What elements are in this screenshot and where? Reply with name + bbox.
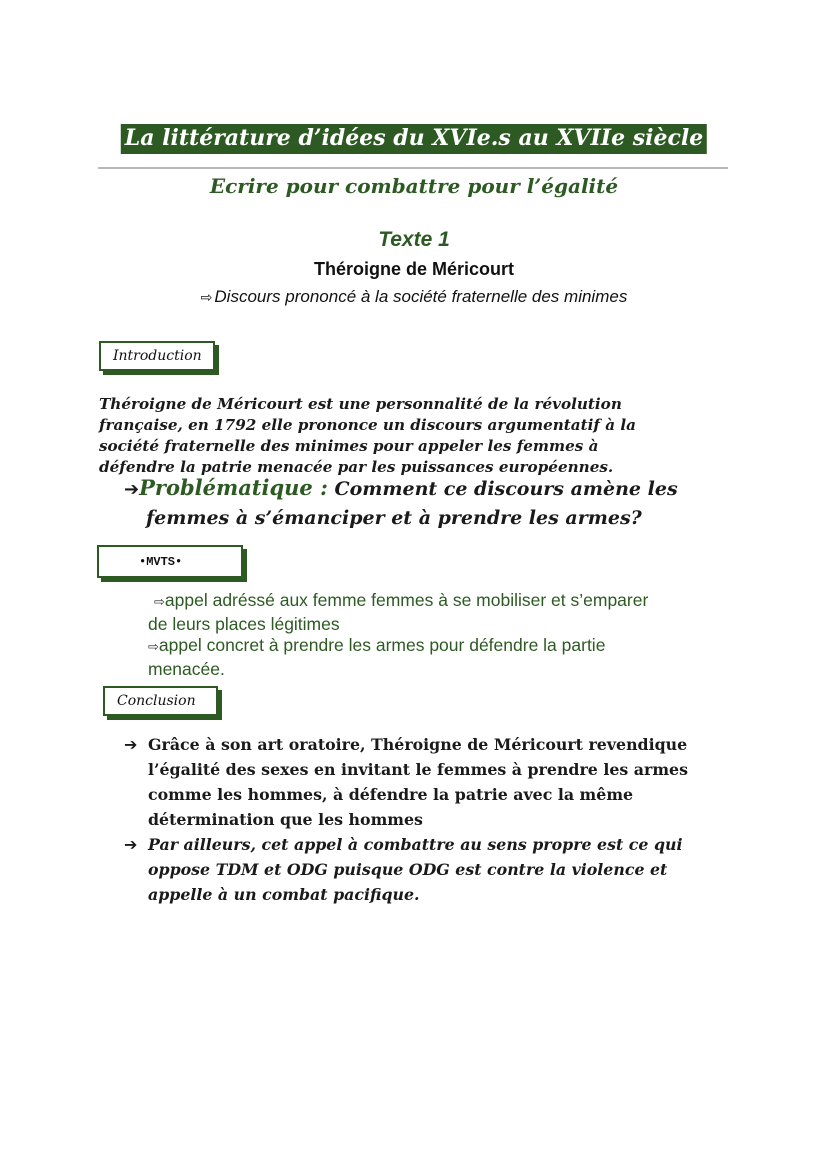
intro-line: défendre la patrie menacée par les puissances européennes. — [99, 458, 614, 476]
arrow-bullet-icon: ➔ — [124, 735, 138, 754]
conclusion-line: Grâce à son art oratoire, Théroigne de Méricourt revendique — [148, 735, 688, 754]
author-name: Théroigne de Méricourt — [313, 259, 515, 279]
introduction-paragraph — [99, 394, 739, 478]
conclusion-line: comme les hommes, à défendre la patrie avec la même — [148, 785, 634, 804]
movement-text: appel concret à prendre les armes pour défendre la partie — [158, 635, 606, 655]
problematique — [124, 474, 764, 532]
conclusion-label: Conclusion — [117, 693, 196, 709]
intro-line: française, en 1792 elle prononce un discours argumentatif à la — [99, 416, 636, 434]
introduction-label: Introduction — [113, 348, 202, 364]
title-divider — [98, 167, 728, 169]
mvts-label-box — [97, 545, 243, 578]
movement-text: appel adréssé aux femme femmes à se mobiliser et s’emparer — [164, 590, 649, 610]
problematique-label: Problématique : — [139, 475, 328, 500]
mvts-label: •MVTS• — [139, 554, 183, 569]
conclusion-line: oppose TDM et ODG puisque ODG est contre la violence et — [148, 860, 668, 879]
movement-text-continued: de leurs places légitimes — [148, 614, 340, 634]
problematique-question: Comment ce discours amène les — [327, 478, 678, 500]
conclusion-line: l’égalité des sexes en invitant le femmes à prendre les armes — [148, 760, 688, 779]
movement-text-continued: menacée. — [148, 659, 225, 679]
conclusion-item — [124, 732, 744, 832]
text-number-heading: Texte 1 — [378, 228, 450, 251]
arrow-right-icon: ➔ — [124, 479, 140, 500]
arrow-right-icon: ⇨ — [154, 594, 165, 609]
arrow-right-icon: ⇨ — [200, 289, 213, 305]
document-title: La littérature d’idées du XVIe.s au XVIIe siècle — [121, 124, 707, 154]
document-subtitle: Ecrire pour combattre pour l’égalité — [209, 174, 619, 198]
conclusion-line: détermination que les hommes — [148, 810, 423, 829]
problematique-question-continued: femmes à s’émanciper et à prendre les armes? — [146, 507, 642, 529]
intro-line: société fraternelle des minimes pour appeler les femmes à — [99, 437, 599, 455]
conclusion-line: Par ailleurs, cet appel à combattre au sens propre est ce qui — [148, 835, 683, 854]
movement-item — [148, 634, 748, 680]
conclusion-item — [124, 832, 744, 907]
introduction-label-box — [99, 341, 215, 371]
speech-title: Discours prononcé à la société fraternelle des minimes — [214, 287, 628, 306]
conclusion-list — [124, 732, 744, 907]
speech-reference — [0, 287, 828, 307]
arrow-right-icon: ⇨ — [148, 639, 159, 654]
movement-item — [148, 589, 748, 635]
conclusion-label-box — [103, 686, 218, 716]
intro-line: Théroigne de Méricourt est une personnalité de la révolution — [99, 395, 622, 413]
arrow-bullet-icon: ➔ — [124, 835, 138, 854]
conclusion-line: appelle à un combat pacifique. — [148, 885, 420, 904]
